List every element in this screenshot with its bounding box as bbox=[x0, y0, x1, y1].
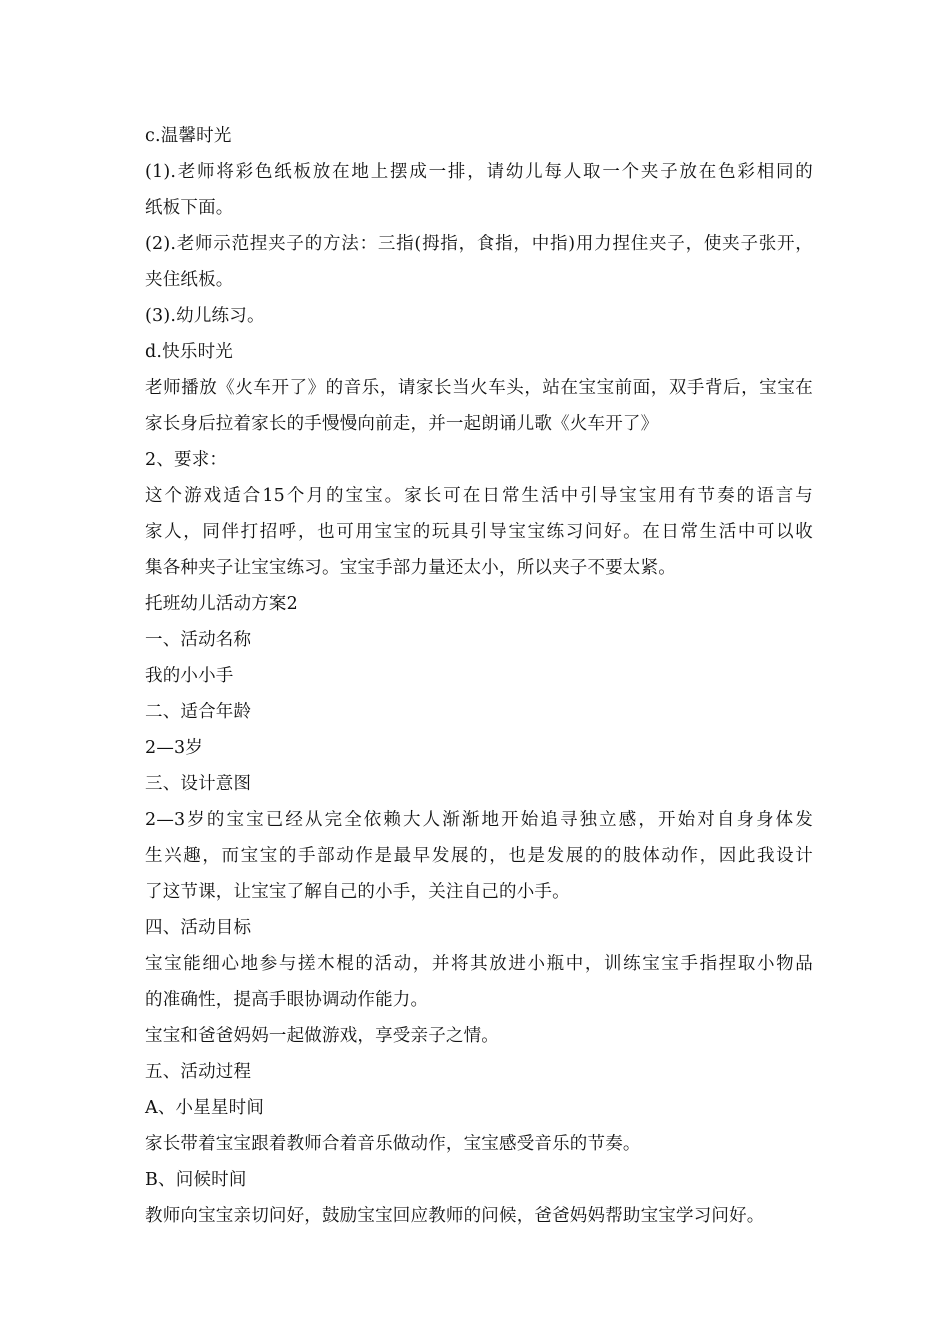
paragraph-line: 纸板下面。 bbox=[145, 198, 234, 218]
heading-activity-process: 五、活动过程 bbox=[145, 1062, 252, 1082]
paragraph-line: 家长带着宝宝跟着教师合着音乐做动作，宝宝感受音乐的节奏。 bbox=[145, 1134, 641, 1154]
heading-activity-name: 一、活动名称 bbox=[145, 630, 252, 650]
heading-warm-time: c.温馨时光 bbox=[145, 126, 232, 146]
heading-design-intent: 三、设计意图 bbox=[145, 774, 252, 794]
paragraph-line: 宝宝和爸爸妈妈一起做游戏，享受亲子之情。 bbox=[145, 1026, 499, 1046]
paragraph-line: 2—3岁的宝宝已经从完全依赖大人渐渐地开始追寻独立感，开始对自身身体发 bbox=[145, 810, 813, 830]
paragraph-line: 教师向宝宝亲切问好，鼓励宝宝回应教师的问候，爸爸妈妈帮助宝宝学习问好。 bbox=[145, 1206, 765, 1226]
paragraph-line: 2—3岁 bbox=[145, 738, 204, 758]
paragraph-line: 集各种夹子让宝宝练习。宝宝手部力量还太小，所以夹子不要太紧。 bbox=[145, 558, 676, 578]
paragraph-line: (3).幼儿练习。 bbox=[145, 306, 265, 326]
paragraph-line: (2).老师示范捏夹子的方法：三指(拇指，食指，中指)用力捏住夹子，使夹子张开， bbox=[145, 234, 813, 254]
paragraph-line: 家人，同伴打招呼，也可用宝宝的玩具引导宝宝练习问好。在日常生活中可以收 bbox=[145, 522, 813, 542]
paragraph-line: (1).老师将彩色纸板放在地上摆成一排，请幼儿每人取一个夹子放在色彩相同的 bbox=[145, 162, 813, 182]
heading-suitable-age: 二、适合年龄 bbox=[145, 702, 252, 722]
document-body bbox=[145, 118, 813, 1234]
paragraph-line: 宝宝能细心地参与搓木棍的活动，并将其放进小瓶中，训练宝宝手指捏取小物品 bbox=[145, 954, 813, 974]
heading-little-star-time: A、小星星时间 bbox=[145, 1098, 265, 1118]
paragraph-line: 家长身后拉着家长的手慢慢向前走，并一起朗诵儿歌《火车开了》 bbox=[145, 414, 659, 434]
paragraph-line: 我的小小手 bbox=[145, 666, 234, 686]
paragraph-line: 夹住纸板。 bbox=[145, 270, 234, 290]
paragraph-line: 的准确性，提高手眼协调动作能力。 bbox=[145, 990, 429, 1010]
heading-activity-goals: 四、活动目标 bbox=[145, 918, 252, 938]
paragraph-line: 生兴趣，而宝宝的手部动作是最早发展的，也是发展的的肢体动作，因此我设计 bbox=[145, 846, 813, 866]
paragraph-line: 了这节课，让宝宝了解自己的小手，关注自己的小手。 bbox=[145, 882, 570, 902]
paragraph-line: 老师播放《火车开了》的音乐，请家长当火车头，站在宝宝前面，双手背后，宝宝在 bbox=[145, 378, 813, 398]
paragraph-line: 这个游戏适合15个月的宝宝。家长可在日常生活中引导宝宝用有节奏的语言与 bbox=[145, 486, 813, 506]
heading-greeting-time: B、问候时间 bbox=[145, 1170, 247, 1190]
heading-happy-time: d.快乐时光 bbox=[145, 342, 233, 362]
section-title: 托班幼儿活动方案2 bbox=[145, 594, 298, 614]
heading-requirements: 2、要求： bbox=[145, 450, 228, 470]
